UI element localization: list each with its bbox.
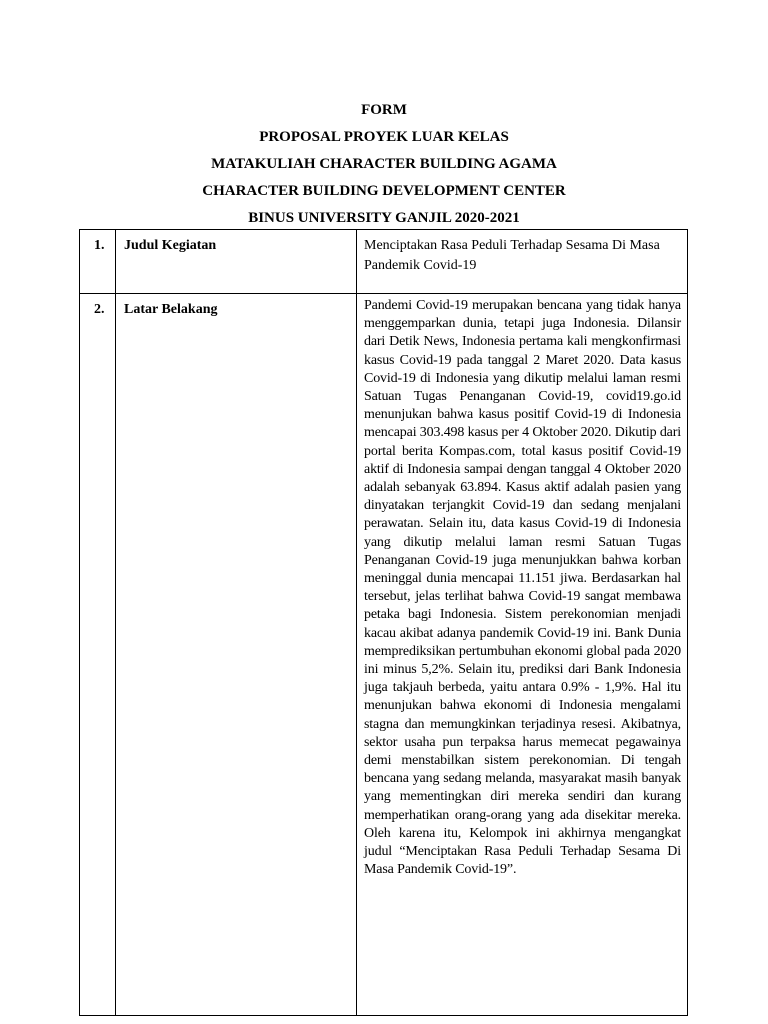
table-row: [80, 294, 688, 1016]
form-header: [0, 97, 768, 232]
row-number: 1.: [80, 230, 116, 294]
row-content: Menciptakan Rasa Peduli Terhadap Sesama Di Masa Pandemik Covid-19: [357, 230, 688, 294]
header-form-title: FORM: [361, 102, 407, 118]
header-proposal-title: PROPOSAL PROYEK LUAR KELAS: [259, 129, 509, 145]
proposal-table: [79, 229, 688, 1016]
row-label: Judul Kegiatan: [116, 230, 357, 294]
header-university-term: BINUS UNIVERSITY GANJIL 2020-2021: [248, 210, 520, 226]
row-number: 2.: [80, 294, 116, 1016]
header-course-name: MATAKULIAH CHARACTER BUILDING AGAMA: [211, 156, 557, 172]
header-center-name: CHARACTER BUILDING DEVELOPMENT CENTER: [202, 183, 566, 199]
table-row: [80, 230, 688, 294]
row-label: Latar Belakang: [116, 294, 357, 1016]
row-content: Pandemi Covid-19 merupakan bencana yang tidak hanya menggemparkan dunia, tetapi juga Indonesia. Dilansir dari Detik News, Indonesia pertama kali mengkonfirmasi kasus Covid-19 pada tanggal 2 Maret 2020. Data kasus Covid-19 di Indonesia yang dikutip melalui laman resmi Satuan Tugas Penanganan Covid-19, covid19.go.id menunjukan bahwa kasus positif Covid-19 di Indonesia mencapai 303.498 kasus per 4 Oktober 2020. Dikutip dari portal berita Kompas.com, total kasus positif Covid-19 aktif di Indonesia sampai dengan tanggal 4 Oktober 2020 adalah sebanyak 63.894. Kasus aktif adalah pasien yang dinyatakan terjangkit Covid-19 dan sedang menjalani perawatan. Selain itu, data kasus Covid-19 di Indonesia yang dikutip melalui laman resmi Satuan Tugas Penanganan Covid-19 juga menunjukkan bahwa korban meninggal dunia mencapai 11.151 jiwa. Berdasarkan hal tersebut, jelas terlihat bahwa Covid-19 sangat membawa petaka bagi Indonesia. Sistem perekonomian menjadi kacau akibat adanya pandemik Covid-19 ini. Bank Dunia memprediksikan pertumbuhan ekonomi global pada 2020 ini minus 5,2%. Selain itu, prediksi dari Bank Indonesia juga takjauh berbeda, yaitu antara 0.9% - 1,9%. Hal itu menunjukan bahwa ekonomi di Indonesia mengalami stagna dan memungkinkan terjadinya resesi. Akibatnya, sektor usaha pun terpaksa harus memecat pegawainya demi menstabilkan sistem perekonomian. Di tengah bencana yang sedang melanda, masyarakat masih banyak yang mementingkan diri mereka sendiri dan kurang memperhatikan orang-orang yang ada disekitar mereka. Oleh karena itu, Kelompok ini akhirnya mengangkat judul “Menciptakan Rasa Peduli Terhadap Sesama Di Masa Pandemik Covid-19”.: [357, 294, 688, 1016]
